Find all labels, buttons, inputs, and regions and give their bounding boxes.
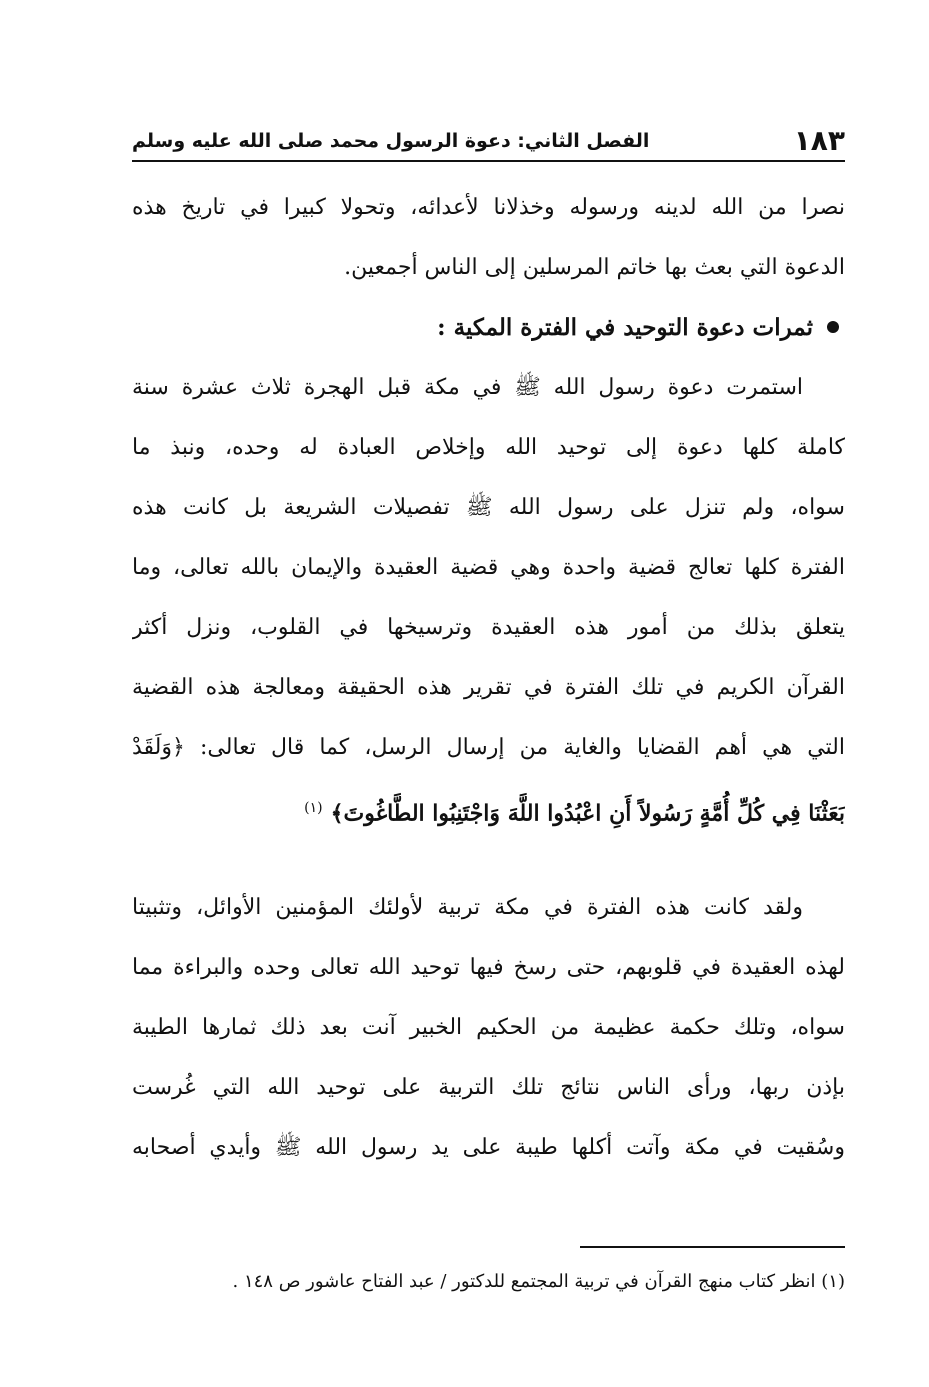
paragraph-3-line-2: لهذه العقيدة في قلوبهم، حتى رسخ فيها توحيد الله تعالى وحده والبراءة مما: [132, 955, 845, 980]
paragraph-2-line-4: الفترة كلها تعالج قضية واحدة وهي قضية العقيدة والإيمان بالله تعالى، وما: [132, 555, 845, 580]
bullet-icon: [827, 321, 839, 333]
running-title: الفصل الثاني: دعوة الرسول محمد صلى الله عليه وسلم: [132, 130, 650, 152]
quran-verse: بَعَثْنَا فِي كُلِّ أُمَّةٍ رَسُولاً أَنِ اعْبُدُوا اللَّهَ وَاجْتَنِبُوا الطَّاغُوتَ﴾: [330, 800, 845, 827]
paragraph-3-line-5: وسُقيت في مكة وآتت أكلها طيبة على يد رسول الله ﷺ وأيدي أصحابه: [132, 1135, 845, 1160]
page-header: [132, 118, 845, 158]
paragraph-2-line-1: استمرت دعوة رسول الله ﷺ في مكة قبل الهجرة ثلاث عشرة سنة: [132, 375, 803, 400]
paragraph-2-line-6: القرآن الكريم في تلك الفترة في تقرير هذه الحقيقة ومعالجة هذه القضية: [132, 675, 845, 700]
section-heading-text: ثمرات دعوة التوحيد في الفترة المكية :: [437, 314, 813, 341]
paragraph-spacer: [132, 838, 845, 878]
paragraph-3-line-1: ولقد كانت هذه الفترة في مكة تربية لأولئك المؤمنين الأوائل، وتثبيتا: [132, 895, 803, 920]
paragraph-2-line-2: كاملة كلها دعوة إلى توحيد الله وإخلاص العبادة له وحده، ونبذ ما: [132, 435, 845, 460]
main-text: [132, 178, 845, 1178]
section-heading: [132, 298, 845, 358]
footnote-reference: (١): [304, 800, 323, 816]
footnote-divider: [580, 1246, 845, 1248]
quran-verse-line: [132, 778, 845, 838]
paragraph-1-line-1: نصرا من الله لدينه ورسوله وخذلانا لأعدائه، وتحولا كبيرا في تاريخ هذه: [132, 195, 845, 220]
paragraph-3-line-4: بإذن ربها، ورأى الناس نتائج تلك التربية على توحيد الله التي غُرست: [132, 1075, 845, 1100]
paragraph-2-line-3: سواه، ولم تنزل على رسول الله ﷺ تفصيلات الشريعة بل كانت هذه: [132, 495, 845, 520]
page-number: ١٨٣: [793, 124, 845, 157]
paragraph-2-line-5: يتعلق بذلك من أمور هذه العقيدة وترسيخها في القلوب، ونزل أكثر: [132, 615, 845, 640]
paragraph-2-line-7: التي هي أهم القضايا والغاية من إرسال الرسل، كما قال تعالى: ﴿وَلَقَدْ: [132, 735, 845, 760]
footnote: (١) انظر كتاب منهج القرآن في تربية المجتمع للدكتور / عبد الفتاح عاشور ص ١٤٨ .: [232, 1271, 845, 1292]
header-divider: [132, 160, 845, 162]
paragraph-1-line-2: الدعوة التي بعث بها خاتم المرسلين إلى الناس أجمعين.: [344, 255, 845, 280]
paragraph-3-line-3: سواه، وتلك حكمة عظيمة من الحكيم الخبير آنت بعد ذلك ثمارها الطيبة: [132, 1015, 845, 1040]
